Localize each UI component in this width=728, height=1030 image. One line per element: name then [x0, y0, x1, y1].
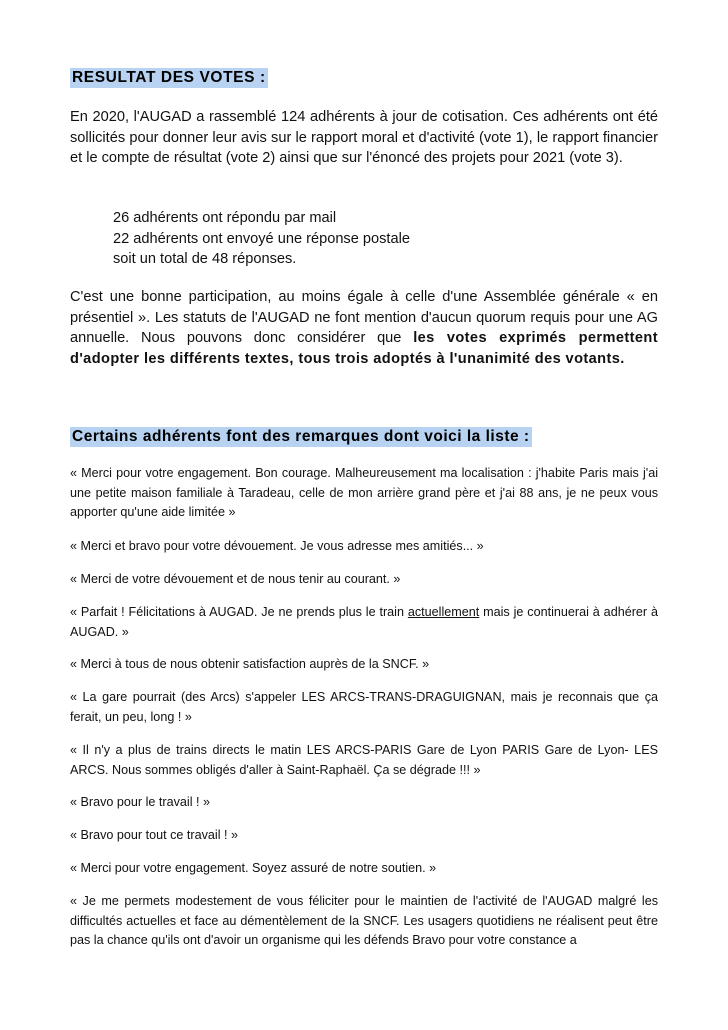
- count-line-mail: 26 adhérents ont répondu par mail: [113, 210, 337, 226]
- remark-item: « Merci à tous de nous obtenir satisfaction auprès de la SNCF. »: [70, 657, 430, 671]
- remark-item: [70, 603, 658, 642]
- heading-remarks: Certains adhérents font des remarques dont voici la liste :: [72, 428, 530, 445]
- paragraph-participation: [70, 287, 658, 369]
- participation-conclusion: les votes exprimés permettent d'adopter les différents textes, tous trois adoptés à l'unanimité des votants.: [70, 330, 658, 367]
- remark-item: « Bravo pour tout ce travail ! »: [70, 828, 239, 842]
- count-line-total: soit un total de 48 réponses.: [113, 251, 297, 268]
- remark-item: « Merci et bravo pour votre dévouement. Je vous adresse mes amitiés... »: [70, 539, 484, 553]
- remark-item: « Bravo pour le travail ! »: [70, 795, 211, 809]
- heading-vote-results: RESULTAT DES VOTES :: [72, 69, 266, 86]
- paragraph-membership: En 2020, l'AUGAD a rassemblé 124 adhérents à jour de cotisation. Ces adhérents ont été sollicités pour donner leur avis sur le rapport moral et d'activité (vote 1), le rapport financier et le compte de résultat (vote 2) ainsi que sur l'énoncé des projets pour 2021 (vote 3).: [70, 109, 658, 167]
- remark-item: « La gare pourrait (des Arcs) s'appeler LES ARCS-TRANS-DRAGUIGNAN, mais je reconnais que ça ferait, un peu, long ! »: [70, 690, 658, 724]
- count-line-postal: 22 adhérents ont envoyé une réponse postale: [113, 230, 410, 247]
- participation-text: C'est une bonne participation, au moins égale à celle d'une Assemblée générale « en présentiel ». Les statuts de l'AUGAD ne font mention d'aucun quorum requis pour une AG annuelle. Nous pouvons donc considérer que: [70, 289, 658, 347]
- remark-text: « Parfait ! Félicitations à AUGAD. Je ne prends plus le train: [70, 605, 408, 619]
- remark-text: mais je continuerai à adhérer à AUGAD. »: [70, 605, 658, 639]
- response-counts: [113, 208, 410, 270]
- remark-item: « Je me permets modestement de vous féliciter pour le maintien de l'activité de l'AUGAD malgré les difficultés actuelles et face au démentèlement de la SNCF. Les usagers quotidiens ne réalisent peut être pas la chance qu'ils ont d'avoir un organisme qui les défends Bravo pour votre constance a: [70, 894, 658, 948]
- remark-item: « Merci de votre dévouement et de nous tenir au courant. »: [70, 572, 401, 586]
- remark-item: « Merci pour votre engagement. Bon courage. Malheureusement ma localisation : j'habite Paris mais j'ai une petite maison familiale à Taradeau, celle de mon arrière grand père et j'ai 88 ans, je ne peux vous apporter qu'une aide limitée »: [70, 466, 658, 520]
- remark-underlined-word: actuellement: [407, 605, 480, 619]
- remark-item: « Merci pour votre engagement. Soyez assuré de notre soutien. »: [70, 861, 437, 875]
- remark-item: « Il n'y a plus de trains directs le matin LES ARCS-PARIS Gare de Lyon PARIS Gare de Lyon- LES ARCS. Nous sommes obligés d'aller à Saint-Raphaël. Ça se dégrade !!! »: [70, 743, 658, 777]
